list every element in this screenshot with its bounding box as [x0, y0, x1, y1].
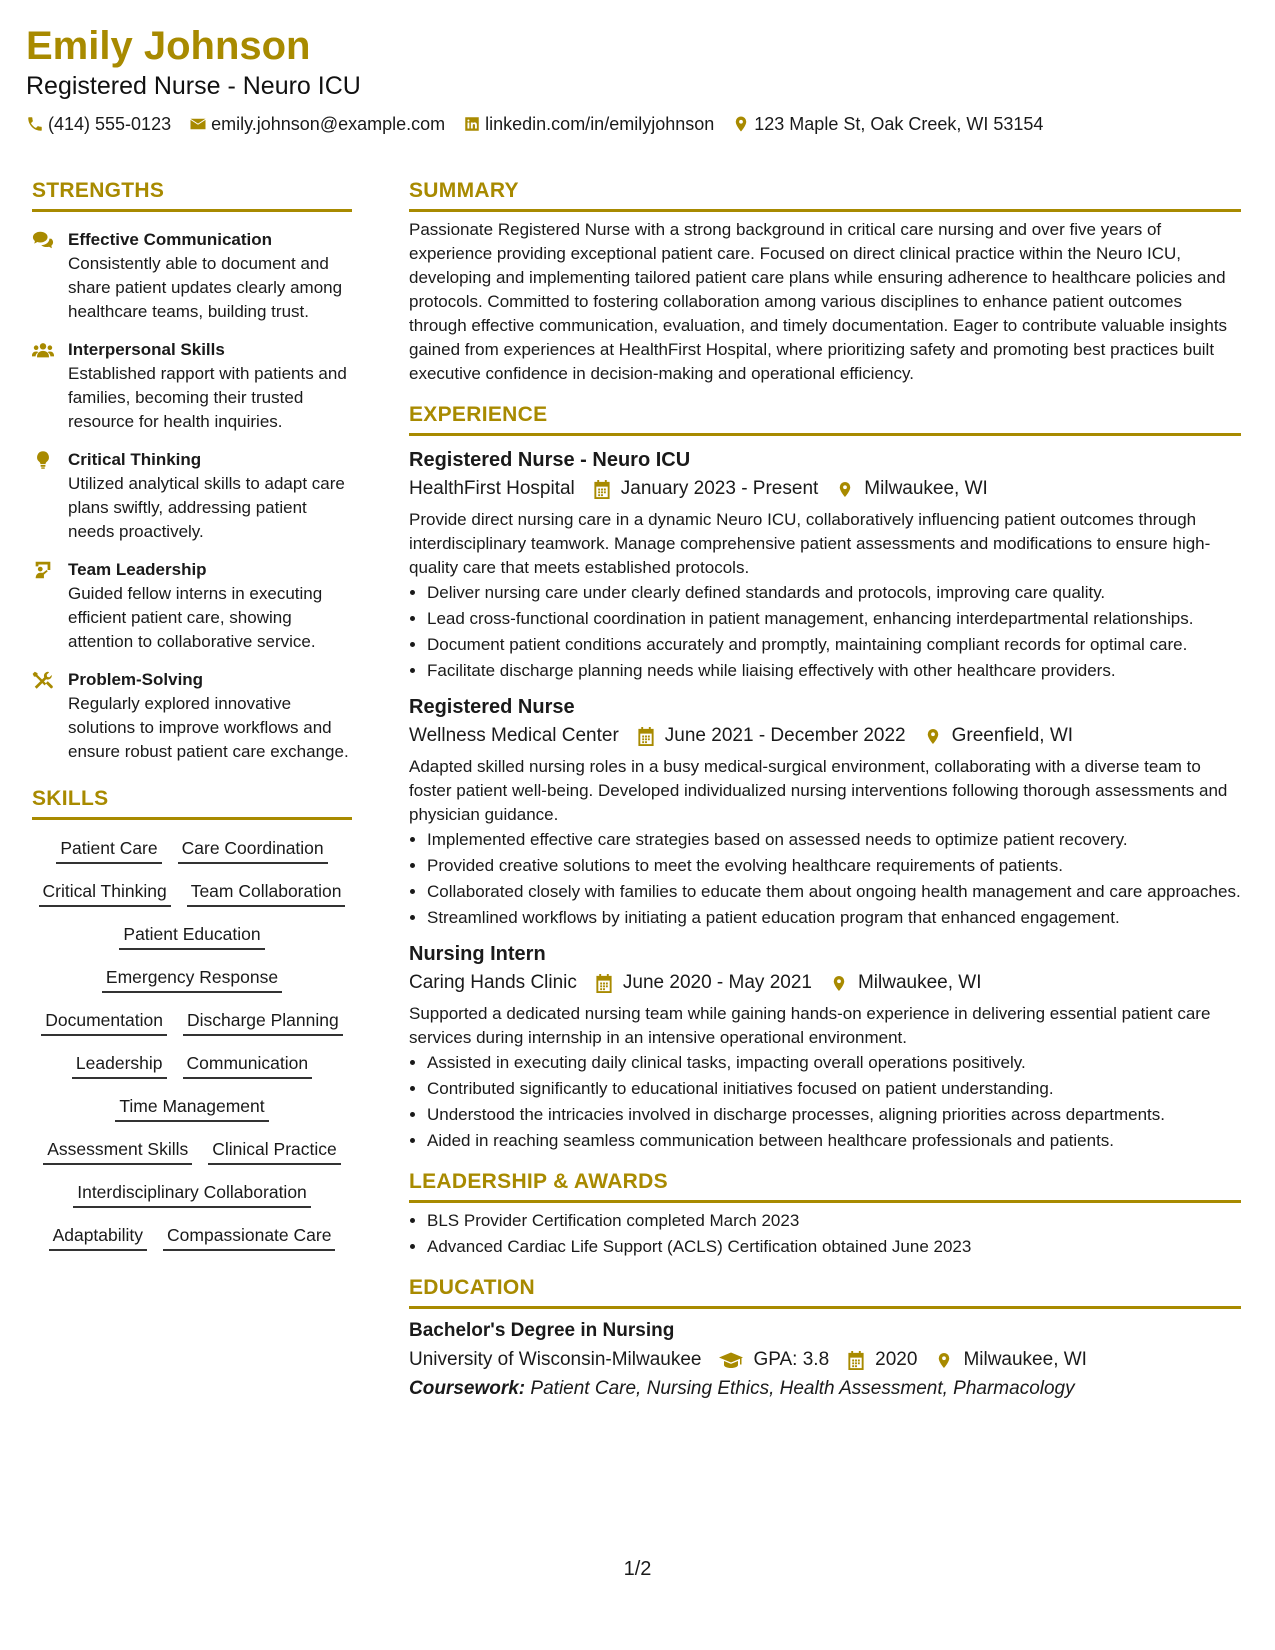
list-item: • Advanced Cardiac Life Support (ACLS) Certification obtained June 2023 — [427, 1235, 1241, 1259]
right-column — [409, 178, 1241, 1403]
job-dates — [595, 968, 812, 998]
list-item: • Deliver nursing care under clearly defined standards and protocols, improving care quality. — [427, 581, 1241, 605]
list-item: • Implemented effective care strategies based on assessed needs to optimize patient recovery. — [427, 828, 1241, 852]
users-icon — [32, 340, 54, 360]
skill-tag: Patient Care — [56, 836, 161, 864]
strength-item — [32, 338, 352, 434]
candidate-role: Registered Nurse - Neuro ICU — [26, 72, 361, 100]
address-text: 123 Maple St, Oak Creek, WI 53154 — [754, 114, 1044, 134]
job-description: Provide direct nursing care in a dynamic Neuro ICU, collaboratively influencing patient outcomes through interdisciplinary teamwork. Manage comprehensive patient assessments and modifications to ensure high-quality care that meets established protocols. — [409, 510, 1211, 577]
education-heading: EDUCATION — [409, 1275, 1241, 1309]
strength-title: Critical Thinking — [68, 450, 202, 469]
linkedin-link[interactable]: linkedin.com/in/emilyjohnson — [485, 114, 715, 134]
company-name: HealthFirst Hospital — [409, 478, 575, 499]
coursework-label: Coursework: — [409, 1378, 526, 1399]
job-location — [830, 968, 982, 998]
job-meta — [409, 721, 1241, 751]
gpa — [719, 1345, 829, 1375]
gpa-text: GPA: 3.8 — [753, 1349, 830, 1370]
list-item: • Facilitate discharge planning needs while liaising effectively with other healthcare providers. — [427, 659, 1241, 683]
strength-desc: Established rapport with patients and families, becoming their trusted resource for health inquiries. — [68, 364, 347, 431]
skill-tag: Compassionate Care — [163, 1223, 335, 1251]
contact-bar — [26, 112, 1246, 136]
year-text: 2020 — [875, 1349, 918, 1370]
left-column — [32, 178, 352, 1251]
list-item: • Contributed significantly to educational initiatives focused on patient understanding. — [427, 1077, 1241, 1101]
job-description: Supported a dedicated nursing team while gaining hands-on experience in delivering essential patient care services during internship in an intensive operational environment. — [409, 1004, 1211, 1047]
job-company — [409, 721, 619, 751]
phone-icon — [26, 115, 44, 133]
map-pin-icon — [836, 480, 854, 499]
skill-tag: Interdisciplinary Collaboration — [73, 1180, 311, 1208]
map-pin-icon — [935, 1351, 953, 1370]
dates-text: January 2023 - Present — [620, 478, 819, 499]
degree-title: Bachelor's Degree in Nursing — [409, 1320, 675, 1341]
skill-tag: Discharge Planning — [183, 1008, 343, 1036]
contact-email[interactable] — [189, 112, 445, 136]
contact-phone — [26, 112, 171, 136]
map-pin-icon — [830, 974, 848, 993]
location-text: Milwaukee, WI — [963, 1349, 1087, 1370]
list-item: • Collaborated closely with families to educate them about ongoing health management and care approaches. — [427, 880, 1241, 904]
strength-item — [32, 448, 352, 544]
strength-desc: Consistently able to document and share patient updates clearly among healthcare teams, building trust. — [68, 254, 343, 321]
job-entry — [409, 446, 1241, 683]
strength-desc: Guided fellow interns in executing efficient patient care, showing attention to collaborative service. — [68, 584, 323, 651]
map-pin-icon — [924, 727, 942, 746]
job-title: Registered Nurse - Neuro ICU — [409, 449, 691, 471]
job-meta — [409, 968, 1241, 998]
education-location — [935, 1345, 1087, 1375]
skill-tag: Patient Education — [119, 922, 264, 950]
school-text: University of Wisconsin-Milwaukee — [409, 1349, 702, 1370]
calendar-icon — [847, 1351, 865, 1370]
dates-text: June 2021 - December 2022 — [664, 725, 906, 746]
skill-tag: Leadership — [72, 1051, 167, 1079]
strength-item — [32, 668, 352, 764]
envelope-icon — [189, 115, 207, 133]
email-link[interactable]: emily.johnson@example.com — [211, 114, 446, 134]
skill-tag: Assessment Skills — [43, 1137, 192, 1165]
page-number: 1/2 — [623, 1558, 652, 1580]
strength-desc: Regularly explored innovative solutions to improve workflows and ensure robust patient care exchange. — [68, 694, 349, 761]
skill-tag: Documentation — [41, 1008, 167, 1036]
skill-tag: Communication — [183, 1051, 313, 1079]
job-location — [924, 721, 1073, 751]
strengths-heading: STRENGTHS — [32, 178, 352, 212]
strength-item — [32, 558, 352, 654]
calendar-icon — [595, 974, 613, 993]
skill-tag: Adaptability — [49, 1223, 147, 1251]
job-entry — [409, 693, 1241, 930]
graduation-cap-icon — [719, 1351, 743, 1370]
skill-tag: Emergency Response — [102, 965, 282, 993]
tools-icon — [32, 670, 54, 690]
location-text: Milwaukee, WI — [864, 478, 988, 499]
strength-title: Problem-Solving — [68, 670, 204, 689]
lightbulb-icon — [32, 450, 54, 470]
skill-tag: Team Collaboration — [187, 879, 346, 907]
strength-title: Team Leadership — [68, 560, 207, 579]
job-bullets — [409, 581, 1241, 683]
job-title: Registered Nurse — [409, 696, 575, 718]
coursework — [409, 1375, 1241, 1403]
contact-address — [732, 112, 1043, 136]
skills-heading: SKILLS — [32, 786, 352, 820]
location-text: Milwaukee, WI — [857, 972, 982, 993]
awards-heading: LEADERSHIP & AWARDS — [409, 1169, 1241, 1203]
linkedin-icon — [463, 115, 481, 133]
strength-title: Effective Communication — [68, 230, 273, 249]
skill-tag: Care Coordination — [178, 836, 328, 864]
strength-item — [32, 228, 352, 324]
dates-text: June 2020 - May 2021 — [622, 972, 812, 993]
skills-list — [32, 836, 352, 1251]
experience-heading: EXPERIENCE — [409, 402, 1241, 436]
skill-tag: Time Management — [115, 1094, 268, 1122]
skill-tag: Critical Thinking — [39, 879, 171, 907]
list-item: • Streamlined workflows by initiating a patient education program that enhanced engagement. — [427, 906, 1241, 930]
list-item: • BLS Provider Certification completed March 2023 — [427, 1209, 1241, 1233]
job-company — [409, 968, 577, 998]
job-description: Adapted skilled nursing roles in a busy medical-surgical environment, collaborating with a diverse team to foster patient well-being. Developed individualized nursing interventions following thorough assessments and physician guidance. — [409, 757, 1228, 824]
summary-heading: SUMMARY — [409, 178, 1241, 212]
job-bullets — [409, 1051, 1241, 1153]
list-item: • Lead cross-functional coordination in patient management, enhancing interdepartmental relationships. — [427, 607, 1241, 631]
list-item: • Understood the intricacies involved in discharge processes, aligning priorities across departments. — [427, 1103, 1241, 1127]
coursework-text: Patient Care, Nursing Ethics, Health Assessment, Pharmacology — [530, 1378, 1075, 1399]
job-entry — [409, 940, 1241, 1153]
candidate-name: Emily Johnson — [26, 24, 311, 68]
job-location — [836, 474, 988, 504]
list-item: • Assisted in executing daily clinical tasks, impacting overall operations positively. — [427, 1051, 1241, 1075]
job-title: Nursing Intern — [409, 943, 546, 965]
skill-tag: Clinical Practice — [208, 1137, 340, 1165]
company-name: Wellness Medical Center — [409, 725, 619, 746]
school-name — [409, 1345, 701, 1375]
job-meta — [409, 474, 1241, 504]
graduation-year — [847, 1345, 917, 1375]
job-company — [409, 474, 575, 504]
job-dates — [593, 474, 819, 504]
location-text: Greenfield, WI — [951, 725, 1074, 746]
job-dates — [637, 721, 906, 751]
list-item: • Provided creative solutions to meet the evolving healthcare requirements of patients. — [427, 854, 1241, 878]
resume-header — [26, 22, 1246, 136]
calendar-icon — [593, 480, 611, 499]
comments-icon — [32, 230, 54, 250]
calendar-icon — [637, 727, 655, 746]
education-meta — [409, 1345, 1241, 1375]
company-name: Caring Hands Clinic — [409, 972, 577, 993]
list-item: • Aided in reaching seamless communication between healthcare professionals and patients. — [427, 1129, 1241, 1153]
strength-title: Interpersonal Skills — [68, 340, 225, 359]
strength-desc: Utilized analytical skills to adapt care plans swiftly, addressing patient needs proactively. — [68, 474, 345, 541]
summary-text: Passionate Registered Nurse with a strong background in critical care nursing and over five years of experience providing exceptional patient care. Focused on direct clinical practice within the Neuro ICU, developing and implementing tailored patient care plans while ensuring adherence to healthcare policies and protocols. Committed to fostering collaboration among various disciplines to enhance patient outcomes through effective communication, evaluation, and timely documentation. Eager to contribute valuable insights gained from experiences at HealthFirst Hospital, where prioritizing safety and promoting best practices built executive confidence in decision-making and operational efficiency. — [409, 220, 1228, 383]
teacher-icon — [32, 560, 54, 580]
map-pin-icon — [732, 115, 750, 133]
phone-text: (414) 555-0123 — [48, 114, 172, 134]
contact-linkedin[interactable] — [463, 112, 714, 136]
job-bullets — [409, 828, 1241, 930]
awards-list — [409, 1209, 1241, 1259]
list-item: • Document patient conditions accurately and promptly, maintaining compliant records for optimal care. — [427, 633, 1241, 657]
